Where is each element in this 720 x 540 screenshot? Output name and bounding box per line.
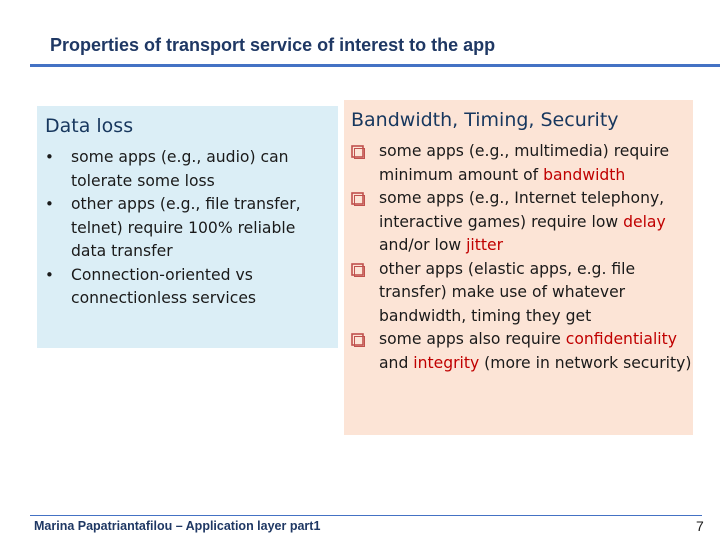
list-item: • other apps (e.g., file transfer, telnet) require 100% reliable data transfer (45, 195, 301, 260)
bandwidth-timing-security-box (344, 100, 693, 435)
list-item: other apps (elastic apps, e.g. file transfer) make use of whatever bandwidth, timing they get (344, 258, 693, 329)
data-loss-heading: Data loss (45, 115, 134, 137)
bullet-dot-icon: • (45, 195, 54, 213)
list-item: • Connection-oriented vs connectionless services (45, 265, 257, 307)
square-checkbox-bullet-icon (351, 333, 365, 347)
slide-title: Properties of transport service of interest to the app (50, 35, 496, 55)
footer-divider (30, 515, 702, 516)
page-number: 7 (696, 518, 704, 534)
bullet-dot-icon: • (45, 148, 54, 166)
data-loss-box (37, 106, 338, 348)
title-underline (30, 64, 720, 67)
bullet-dot-icon: • (45, 265, 54, 284)
list-item: some apps also require confidentiality and integrity (more in network security) (344, 328, 693, 375)
list-item: some apps (e.g., multimedia) require minimum amount of bandwidth (344, 140, 693, 187)
data-loss-list (45, 146, 335, 311)
bandwidth-timing-security-list (344, 140, 693, 375)
square-checkbox-bullet-icon (351, 192, 365, 206)
square-checkbox-bullet-icon (351, 145, 365, 159)
list-item: • some apps (e.g., audio) can tolerate some loss (45, 148, 289, 190)
footer-author: Marina Papatriantafilou – Application layer part1 (34, 519, 321, 533)
bandwidth-timing-security-heading: Bandwidth, Timing, Security (351, 109, 619, 131)
square-checkbox-bullet-icon (351, 263, 365, 277)
list-item: some apps (e.g., Internet telephony, interactive games) require low delay and/or low jitter (344, 187, 693, 258)
